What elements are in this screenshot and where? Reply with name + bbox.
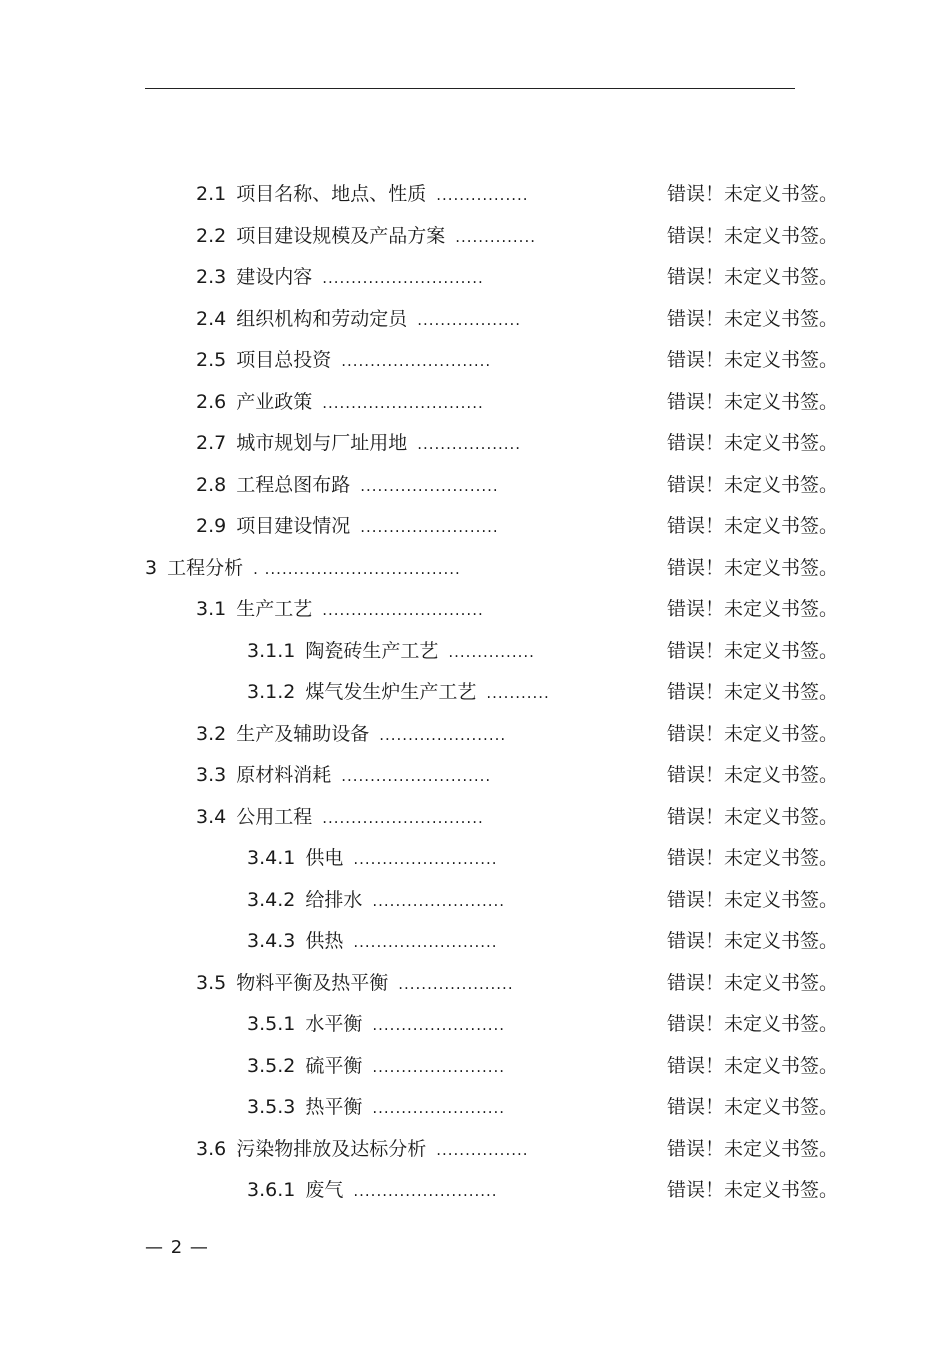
page-number: — 2 — xyxy=(145,1237,209,1258)
toc-entry[interactable] xyxy=(0,631,950,673)
toc-entry-page-ref: 错误！未定义书签。 xyxy=(667,473,839,496)
toc-entry-text: 污染物排放及达标分析 xyxy=(236,1137,427,1160)
toc-entry-title xyxy=(247,631,535,674)
toc-entry-title xyxy=(196,797,484,840)
toc-entry[interactable] xyxy=(0,755,950,797)
toc-entry-text: 供热 xyxy=(305,930,344,952)
toc-entry-title xyxy=(196,423,521,466)
toc-entry-number: 3.5.1 xyxy=(247,1013,296,1035)
toc-entry-title xyxy=(196,340,491,383)
toc-entry[interactable] xyxy=(0,838,950,880)
toc-entry-page-ref: 错误！未定义书签。 xyxy=(667,1096,839,1118)
toc-entry[interactable] xyxy=(0,465,950,507)
toc-entry[interactable] xyxy=(0,340,950,382)
toc-entry-title xyxy=(247,880,505,923)
toc-entry-text: 物料平衡及热平衡 xyxy=(236,971,389,994)
toc-entry-leader-dots: ................ xyxy=(436,186,529,204)
toc-entry-title xyxy=(196,257,484,300)
toc-entry-text: 生产工艺 xyxy=(236,598,313,620)
toc-entry[interactable] xyxy=(0,1004,950,1046)
toc-entry-number: 2.5 xyxy=(196,349,227,371)
toc-entry-number: 3.4 xyxy=(196,805,227,828)
toc-entry-leader-dots: ....................... xyxy=(372,891,506,910)
toc-entry[interactable] xyxy=(0,880,950,922)
toc-entry-text: 项目总投资 xyxy=(236,349,332,371)
toc-entry-leader-dots: . .................................. xyxy=(253,559,461,578)
toc-entry-leader-dots: ......................... xyxy=(353,1182,498,1200)
toc-entry-leader-dots: ................ xyxy=(436,1140,529,1159)
toc-entry-text: 废气 xyxy=(305,1179,344,1201)
toc-entry-number: 2.2 xyxy=(196,224,227,247)
toc-entry-number: 2.4 xyxy=(196,307,227,330)
toc-entry-title xyxy=(247,1046,505,1089)
toc-entry[interactable] xyxy=(0,299,950,341)
toc-entry-page-ref: 错误！未定义书签。 xyxy=(667,847,839,869)
toc-entry-leader-dots: .............. xyxy=(455,227,536,246)
toc-entry-page-ref: 错误！未定义书签。 xyxy=(667,224,839,247)
toc-entry-title xyxy=(196,299,521,342)
toc-entry-text: 生产及辅助设备 xyxy=(236,722,370,745)
toc-entry-page-ref: 错误！未定义书签。 xyxy=(667,639,839,662)
toc-entry-number: 2.9 xyxy=(196,515,227,537)
toc-entry-title xyxy=(247,672,550,715)
toc-entry-number: 3.6 xyxy=(196,1137,227,1160)
toc-entry-number: 3.1 xyxy=(196,598,227,620)
toc-entry[interactable] xyxy=(0,1087,950,1129)
toc-entry-page-ref: 错误！未定义书签。 xyxy=(667,1137,839,1160)
toc-entry-number: 3.5.3 xyxy=(247,1096,296,1118)
toc-entry-page-ref: 错误！未定义书签。 xyxy=(667,556,839,579)
toc-entry-number: 3.3 xyxy=(196,764,227,786)
toc-entry-page-ref: 错误！未定义书签。 xyxy=(667,183,839,205)
toc-entry-number: 3.5.2 xyxy=(247,1054,296,1077)
toc-entry-page-ref: 错误！未定义书签。 xyxy=(667,390,839,413)
toc-entry-number: 2.3 xyxy=(196,266,227,288)
toc-entry-leader-dots: ........................ xyxy=(360,476,499,495)
toc-entry-text: 供电 xyxy=(305,847,344,869)
toc-entry-text: 产业政策 xyxy=(236,390,313,413)
toc-entry-leader-dots: ............................ xyxy=(322,808,484,827)
toc-entry[interactable] xyxy=(0,506,950,548)
toc-entry-page-ref: 错误！未定义书签。 xyxy=(667,349,839,371)
toc-entry-leader-dots: ...................... xyxy=(379,725,507,744)
toc-entry-number: 3.4.1 xyxy=(247,847,296,869)
toc-entry[interactable] xyxy=(0,589,950,631)
toc-entry-leader-dots: .................. xyxy=(417,435,522,453)
toc-entry-title xyxy=(247,1004,505,1047)
toc-entry-title xyxy=(247,921,498,964)
toc-entry-number: 3.6.1 xyxy=(247,1179,296,1201)
toc-entry-leader-dots: .................... xyxy=(398,974,514,993)
toc-entry-leader-dots: ............................ xyxy=(322,601,484,619)
toc-entry[interactable] xyxy=(0,216,950,258)
toc-entry-page-ref: 错误！未定义书签。 xyxy=(667,307,839,330)
toc-entry-page-ref: 错误！未定义书签。 xyxy=(667,681,839,703)
toc-entry-leader-dots: ......................... xyxy=(353,933,498,951)
toc-entry-number: 2.7 xyxy=(196,432,227,454)
toc-entry-page-ref: 错误！未定义书签。 xyxy=(667,515,839,537)
toc-entry-title xyxy=(247,838,498,881)
toc-entry-text: 建设内容 xyxy=(236,266,313,288)
toc-entry[interactable] xyxy=(0,1046,950,1088)
toc-entry-number: 3.2 xyxy=(196,722,227,745)
toc-entry-leader-dots: .................. xyxy=(417,310,522,329)
toc-entry[interactable] xyxy=(0,1170,950,1212)
toc-entry-leader-dots: ............................ xyxy=(322,393,484,412)
toc-entry-page-ref: 错误！未定义书签。 xyxy=(667,1013,839,1035)
toc-entry-page-ref: 错误！未定义书签。 xyxy=(667,598,839,620)
table-of-contents xyxy=(0,174,950,1212)
toc-entry-title xyxy=(196,174,529,217)
toc-entry-text: 原材料消耗 xyxy=(236,764,332,786)
toc-entry-title xyxy=(145,548,461,591)
toc-entry-number: 2.6 xyxy=(196,390,227,413)
toc-entry-leader-dots: ......................... xyxy=(353,850,498,868)
toc-entry-number: 3.1.1 xyxy=(247,639,296,662)
toc-entry-text: 项目名称、地点、性质 xyxy=(236,183,427,205)
toc-entry[interactable] xyxy=(0,797,950,839)
toc-entry-page-ref: 错误！未定义书签。 xyxy=(667,432,839,454)
toc-entry-page-ref: 错误！未定义书签。 xyxy=(667,1054,839,1077)
toc-entry-text: 热平衡 xyxy=(305,1096,363,1118)
toc-entry-leader-dots: ............... xyxy=(448,642,535,661)
header-rule xyxy=(145,88,795,89)
toc-entry-leader-dots: ........... xyxy=(486,684,550,702)
toc-entry-text: 陶瓷砖生产工艺 xyxy=(305,639,439,662)
toc-entry-title xyxy=(196,506,499,549)
toc-entry-leader-dots: ....................... xyxy=(372,1099,506,1117)
toc-entry-page-ref: 错误！未定义书签。 xyxy=(667,930,839,952)
toc-entry-title xyxy=(196,465,499,508)
toc-entry[interactable] xyxy=(0,174,950,216)
toc-entry-leader-dots: .......................... xyxy=(341,352,492,370)
toc-entry-text: 项目建设规模及产品方案 xyxy=(236,224,446,247)
toc-entry[interactable] xyxy=(0,257,950,299)
toc-entry-title xyxy=(196,1129,529,1172)
toc-entry-title xyxy=(247,1087,505,1130)
toc-entry-title xyxy=(196,963,514,1006)
toc-entry-number: 2.8 xyxy=(196,473,227,496)
toc-entry[interactable] xyxy=(0,963,950,1005)
toc-entry-number: 2.1 xyxy=(196,183,227,205)
toc-entry-page-ref: 错误！未定义书签。 xyxy=(667,1179,839,1201)
toc-entry-text: 煤气发生炉生产工艺 xyxy=(305,681,477,703)
toc-entry-number: 3 xyxy=(145,556,158,579)
toc-entry-text: 给排水 xyxy=(305,888,363,911)
toc-entry-title xyxy=(196,216,536,259)
toc-entry-text: 公用工程 xyxy=(236,805,313,828)
toc-entry-page-ref: 错误！未定义书签。 xyxy=(667,764,839,786)
toc-entry[interactable] xyxy=(0,382,950,424)
toc-entry-title xyxy=(247,1170,498,1213)
toc-entry-text: 组织机构和劳动定员 xyxy=(236,307,408,330)
toc-entry-page-ref: 错误！未定义书签。 xyxy=(667,805,839,828)
toc-entry-page-ref: 错误！未定义书签。 xyxy=(667,722,839,745)
toc-entry-text: 城市规划与厂址用地 xyxy=(236,432,408,454)
toc-entry-leader-dots: ....................... xyxy=(372,1016,506,1034)
toc-entry[interactable] xyxy=(0,423,950,465)
toc-entry-text: 水平衡 xyxy=(305,1013,363,1035)
toc-entry-page-ref: 错误！未定义书签。 xyxy=(667,888,839,911)
toc-entry[interactable] xyxy=(0,714,950,756)
toc-entry[interactable] xyxy=(0,548,950,590)
toc-entry-text: 项目建设情况 xyxy=(236,515,351,537)
toc-entry-text: 硫平衡 xyxy=(305,1054,363,1077)
toc-entry-leader-dots: .......................... xyxy=(341,767,492,785)
toc-entry-title xyxy=(196,589,484,632)
toc-entry-text: 工程总图布路 xyxy=(236,473,351,496)
toc-entry-leader-dots: ....................... xyxy=(372,1057,506,1076)
toc-entry-leader-dots: ............................ xyxy=(322,269,484,287)
toc-entry-leader-dots: ........................ xyxy=(360,518,499,536)
toc-entry-text: 工程分析 xyxy=(167,556,244,579)
toc-entry-number: 3.1.2 xyxy=(247,681,296,703)
toc-entry-title xyxy=(196,714,506,757)
toc-entry-title xyxy=(196,382,484,425)
toc-entry-page-ref: 错误！未定义书签。 xyxy=(667,971,839,994)
toc-entry[interactable] xyxy=(0,1129,950,1171)
toc-entry-number: 3.4.2 xyxy=(247,888,296,911)
toc-entry[interactable] xyxy=(0,672,950,714)
toc-entry-number: 3.5 xyxy=(196,971,227,994)
toc-entry-title xyxy=(196,755,491,798)
toc-entry-page-ref: 错误！未定义书签。 xyxy=(667,266,839,288)
toc-entry[interactable] xyxy=(0,921,950,963)
toc-entry-number: 3.4.3 xyxy=(247,930,296,952)
